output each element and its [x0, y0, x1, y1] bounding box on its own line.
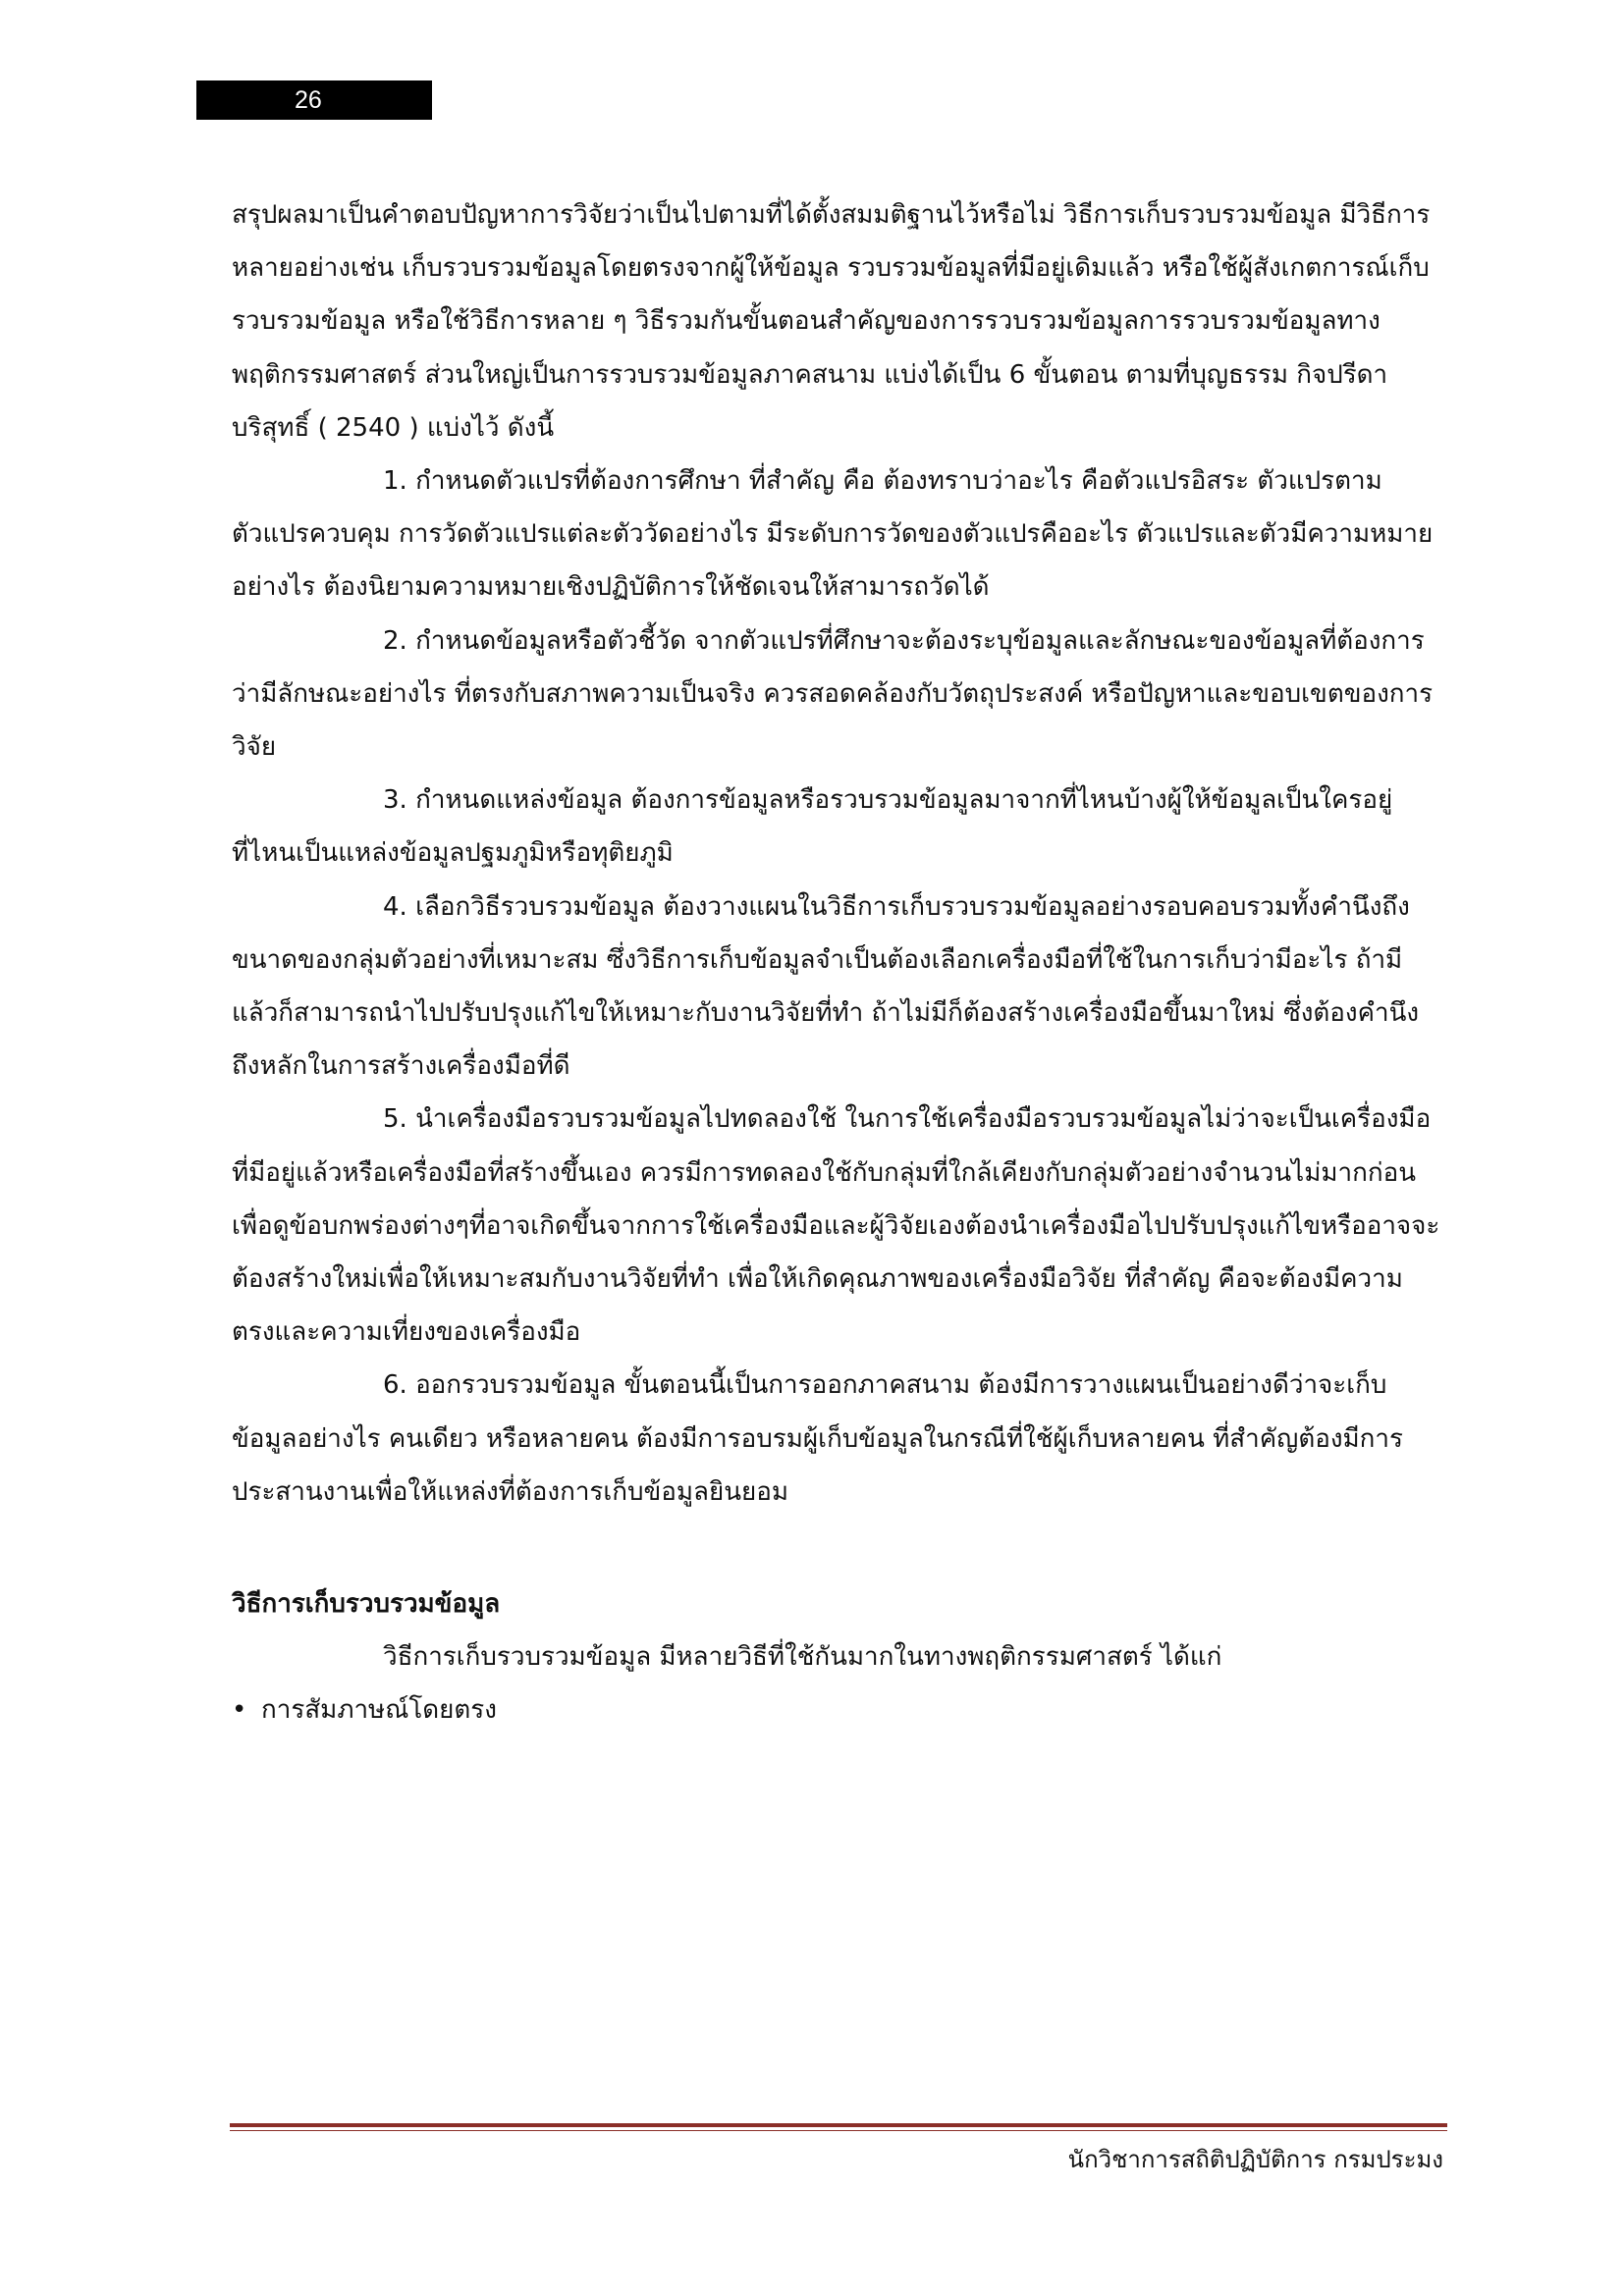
bullet-icon: •: [232, 1695, 247, 1726]
step-1-paragraph: 1. กำหนดตัวแปรที่ต้องการศึกษา ที่สำคัญ คือ ต้องทราบว่าอะไร คือตัวแปรอิสระ ตัวแปรตาม ตัวแปรควบคุม การวัดตัวแปรแต่ละตัววัดอย่างไร มีระดับการวัดของตัวแปรคืออะไร ตัวแปรและตัวมีความหมายอย่างไร ต้องนิยามความหมายเชิงปฏิบัติการให้ชัดเจนให้สามารถวัดได้: [232, 466, 1434, 603]
list-item: [232, 1683, 1444, 1736]
step-2-paragraph: 2. กำหนดข้อมูลหรือตัวชี้วัด จากตัวแปรที่ศึกษาจะต้องระบุข้อมูลและลักษณะของข้อมูลที่ต้องการว่ามีลักษณะอย่างไร ที่ตรงกับสภาพความเป็นจริง ควรสอดคล้องกับวัตถุประสงค์ หรือปัญหาและขอบเขตของการวิจัย: [232, 625, 1434, 763]
step-5-paragraph: 5. นำเครื่องมือรวบรวมข้อมูลไปทดลองใช้ ในการใช้เครื่องมือรวบรวมข้อมูลไม่ว่าจะเป็นเครื่องมือที่มีอยู่แล้วหรือเครื่องมือที่สร้างขึ้นเอง ควรมีการทดลองใช้กับกลุ่มที่ใกล้เคียงกับกลุ่มตัวอย่างจำนวนไม่มากก่อนเพื่อดูข้อบกพร่องต่างๆที่อาจเกิดขึ้นจากการใช้เครื่องมือและผู้วิจัยเองต้องนำเครื่องมือไปปรับปรุงแก้ไขหรืออาจจะต้องสร้างใหม่เพื่อให้เหมาะสมกับงานวิจัยที่ทำ เพื่อให้เกิดคุณภาพของเครื่องมือวิจัย ที่สำคัญ คือจะต้องมีความตรงและความเที่ยงของเครื่องมือ: [232, 1104, 1440, 1348]
footer-rule-thin: [230, 2130, 1447, 2131]
method-bullet-list: [232, 1683, 1444, 1736]
step-6-paragraph: 6. ออกรวบรวมข้อมูล ขั้นตอนนี้เป็นการออกภาคสนาม ต้องมีการวางแผนเป็นอย่างดีว่าจะเก็บข้อมูลอย่างไร คนเดียว หรือหลายคน ต้องมีการอบรมผู้เก็บข้อมูลในกรณีที่ใช้ผู้เก็บหลายคน ที่สำคัญต้องมีการประสานงานเพื่อให้แหล่งที่ต้องการเก็บข้อมูลยินยอม: [232, 1370, 1403, 1507]
footer-text: นักวิชาการสถิติปฏิบัติการ กรมประมง: [1067, 2146, 1443, 2173]
section-spacer: [232, 1519, 1444, 1577]
intro-paragraph: สรุปผลมาเป็นคำตอบปัญหาการวิจัยว่าเป็นไปตามที่ได้ตั้งสมมติฐานไว้หรือไม่ วิธีการเก็บรวบรวมข้อมูล มีวิธีการหลายอย่างเช่น เก็บรวบรวมข้อมูลโดยตรงจากผู้ให้ข้อมูล รวบรวมข้อมูลที่มีอยู่เดิมแล้ว หรือใช้ผู้สังเกตการณ์เก็บรวบรวมข้อมูล หรือใช้วิธีการหลาย ๆ วิธีรวมกันขั้นตอนสำคัญของการรวบรวมข้อมูลการรวบรวมข้อมูลทางพฤติกรรมศาสตร์ ส่วนใหญ่เป็นการรวบรวมข้อมูลภาคสนาม แบ่งได้เป็น 6 ขั้นตอน ตามที่บุญธรรม กิจปรีดาบริสุทธิ์ ( 2540 ) แบ่งไว้ ดังนี้: [232, 200, 1431, 443]
footer-rule-thick: [230, 2123, 1447, 2127]
section-heading: วิธีการเก็บรวบรวมข้อมูล: [232, 1589, 501, 1620]
page-number: 26: [295, 86, 322, 114]
section-intro-paragraph: วิธีการเก็บรวบรวมข้อมูล มีหลายวิธีที่ใช้กันมากในทางพฤติกรรมศาสตร์ ได้แก่: [383, 1642, 1222, 1673]
list-item-text: การสัมภาษณ์โดยตรง: [261, 1695, 497, 1726]
page-content: [232, 188, 1444, 1737]
step-4-paragraph: 4. เลือกวิธีรวบรวมข้อมูล ต้องวางแผนในวิธีการเก็บรวบรวมข้อมูลอย่างรอบคอบรวมทั้งคำนึงถึงขนาดของกลุ่มตัวอย่างที่เหมาะสม ซึ่งวิธีการเก็บข้อมูลจำเป็นต้องเลือกเครื่องมือที่ใช้ในการเก็บว่ามีอะไร ถ้ามีแล้วก็สามารถนำไปปรับปรุงแก้ไขให้เหมาะกับงานวิจัยที่ทำ ถ้าไม่มีก็ต้องสร้างเครื่องมือขึ้นมาใหม่ ซึ่งต้องคำนึงถึงหลักในการสร้างเครื่องมือที่ดี: [232, 891, 1420, 1082]
step-3-paragraph: 3. กำหนดแหล่งข้อมูล ต้องการข้อมูลหรือรวบรวมข้อมูลมาจากที่ไหนบ้างผู้ให้ข้อมูลเป็นใครอยู่ที่ไหนเป็นแหล่งข้อมูลปฐมภูมิหรือทุติยภูมิ: [232, 785, 1393, 869]
